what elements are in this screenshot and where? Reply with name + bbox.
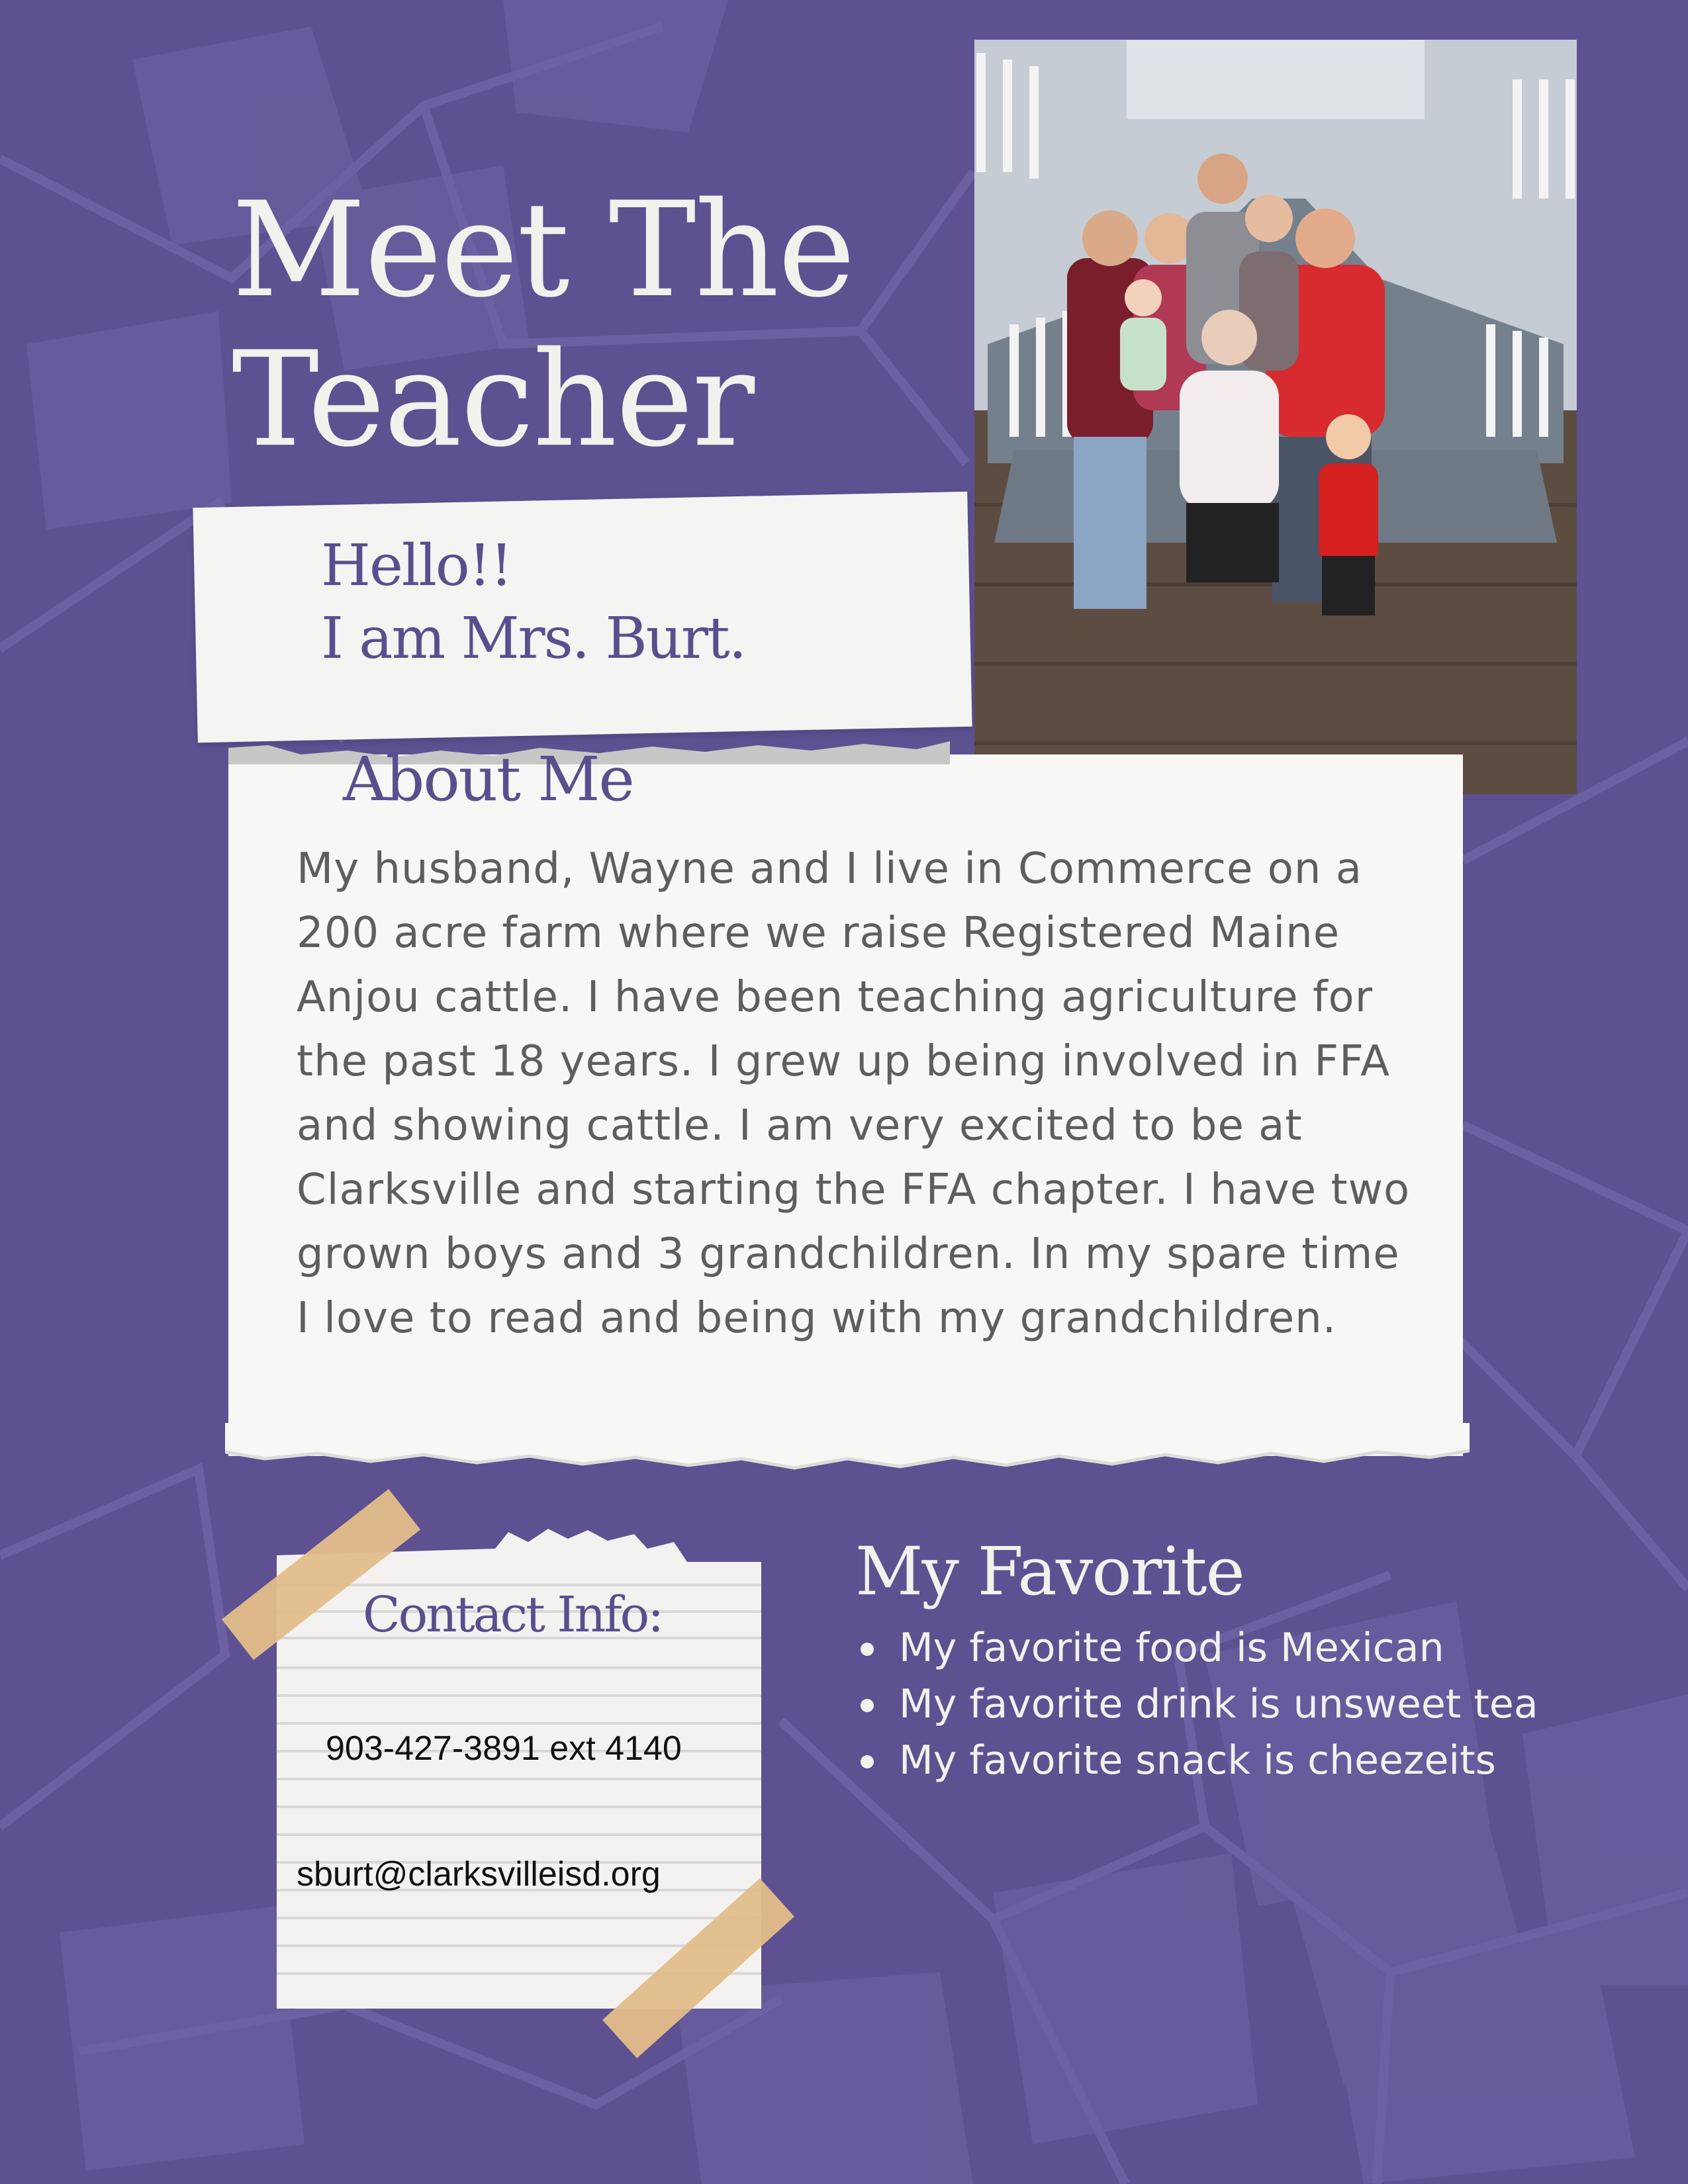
title-line-2: Teacher (232, 323, 754, 476)
greeting-line-1: Hello!! (321, 533, 512, 599)
about-heading: About Me (343, 744, 633, 815)
favorite-item-snack: My favorite snack is cheezeits (855, 1733, 1538, 1789)
favorite-item-food: My favorite food is Mexican (855, 1620, 1538, 1676)
favorites-heading: My Favorite (855, 1533, 1244, 1610)
torn-paper-bottom (225, 1423, 1470, 1482)
family-photo (974, 40, 1577, 794)
contact-heading: Contact Info: (363, 1586, 663, 1643)
contact-phone: 903-427-3891 ext 4140 (326, 1729, 682, 1768)
title-line-1: Meet The (232, 173, 855, 326)
about-body: My husband, Wayne and I live in Commerce on a 200 acre farm where we raise Registered Maine Anjou cattle. I have been teaching agriculture for the past 18 years. I grew up being involved in FFA and showing cattle. I am very excited to be at Clarksville and starting the FFA chapter. I have two grown boys and 3 grandchildren. In my spare time I love to read and being with my grandchildren. (297, 844, 1411, 1343)
greeting (321, 529, 745, 675)
page-title (232, 175, 960, 475)
favorite-item-drink: My favorite drink is unsweet tea (855, 1676, 1538, 1733)
contact-email: sburt@clarksvilleisd.org (297, 1855, 661, 1893)
greeting-line-2: I am Mrs. Burt. (321, 606, 746, 672)
favorites-list (855, 1620, 1538, 1789)
